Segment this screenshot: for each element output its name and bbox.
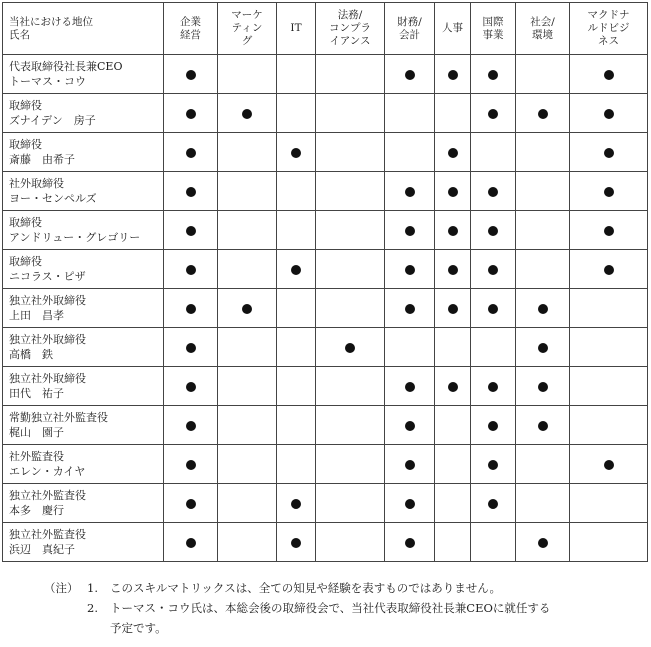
skill-dot-icon xyxy=(448,304,458,314)
skill-cell xyxy=(516,250,570,289)
skill-cell xyxy=(164,523,218,562)
skill-dot-icon xyxy=(538,343,548,353)
skill-dot-icon xyxy=(448,382,458,392)
skill-cell xyxy=(385,328,435,367)
skill-header-social-environment xyxy=(516,3,570,55)
skill-dot-icon xyxy=(488,499,498,509)
person-position: 独立社外監査役 xyxy=(9,528,86,541)
skill-dot-icon xyxy=(186,109,196,119)
skill-dot-icon xyxy=(448,148,458,158)
skill-dot-icon xyxy=(405,70,415,80)
skill-cell xyxy=(164,484,218,523)
skill-dot-icon xyxy=(604,265,614,275)
person-position: 常勤独立社外監査役 xyxy=(9,411,108,424)
person-name: ニコラス・ピザ xyxy=(9,270,86,283)
skill-dot-icon xyxy=(186,382,196,392)
skill-dot-icon xyxy=(291,538,301,548)
skill-cell xyxy=(316,250,385,289)
skill-dot-icon xyxy=(405,226,415,236)
skill-cell xyxy=(277,211,316,250)
person-name: 本多 慶行 xyxy=(9,504,64,517)
skill-header-legal-compliance xyxy=(316,3,385,55)
skill-dot-icon xyxy=(405,382,415,392)
skill-dot-icon xyxy=(604,148,614,158)
skill-cell xyxy=(218,484,277,523)
skill-cell xyxy=(516,367,570,406)
skill-cell xyxy=(218,250,277,289)
skill-cell xyxy=(316,289,385,328)
skill-dot-icon xyxy=(291,499,301,509)
note-item xyxy=(0,578,651,598)
skill-cell xyxy=(516,328,570,367)
skill-cell xyxy=(570,55,648,94)
skill-cell xyxy=(471,172,516,211)
skill-cell xyxy=(471,406,516,445)
person-position: 独立社外取締役 xyxy=(9,372,86,385)
table-row xyxy=(3,289,648,328)
skill-header-finance-accounting xyxy=(385,3,435,55)
skill-dot-icon xyxy=(186,538,196,548)
skill-cell xyxy=(316,55,385,94)
skill-dot-icon xyxy=(405,460,415,470)
person-position: 取締役 xyxy=(9,99,42,112)
skill-header-line: 法務/ xyxy=(337,9,363,21)
skill-cell xyxy=(316,211,385,250)
matrix-body xyxy=(3,55,648,562)
skill-cell xyxy=(435,484,471,523)
skill-cell xyxy=(570,133,648,172)
person-position: 独立社外取締役 xyxy=(9,333,86,346)
table-row xyxy=(3,250,648,289)
skill-cell xyxy=(570,484,648,523)
table-row xyxy=(3,367,648,406)
person-cell xyxy=(3,172,164,211)
skill-cell xyxy=(385,367,435,406)
skill-cell xyxy=(516,172,570,211)
skill-dot-icon xyxy=(186,304,196,314)
skill-cell xyxy=(471,211,516,250)
name-header-label: 氏名 xyxy=(9,28,30,41)
skill-dot-icon xyxy=(186,460,196,470)
skill-dot-icon xyxy=(488,460,498,470)
skill-header-line: ティン xyxy=(231,22,263,34)
skill-cell xyxy=(435,289,471,328)
skill-cell xyxy=(516,94,570,133)
skill-header-line: 事業 xyxy=(482,28,504,41)
skill-header-line: 社会/ xyxy=(530,15,555,28)
skill-cell xyxy=(516,445,570,484)
note-text: このスキルマトリックスは、全ての知見や経験を表すものではありません。 xyxy=(110,581,501,595)
skill-dot-icon xyxy=(448,187,458,197)
skill-cell xyxy=(164,55,218,94)
skill-dot-icon xyxy=(448,70,458,80)
skill-cell xyxy=(385,211,435,250)
person-position: 取締役 xyxy=(9,138,42,151)
skill-header-line: マクドナ xyxy=(587,9,630,21)
note-item-continuation xyxy=(0,618,651,638)
skill-dot-icon xyxy=(488,226,498,236)
table-row xyxy=(3,484,648,523)
skill-header-line: 財務/ xyxy=(397,15,422,28)
skill-cell xyxy=(316,523,385,562)
skill-cell xyxy=(164,172,218,211)
skill-dot-icon xyxy=(538,304,548,314)
skill-dot-icon xyxy=(604,187,614,197)
skill-cell xyxy=(516,211,570,250)
skill-cell xyxy=(471,328,516,367)
skill-dot-icon xyxy=(405,187,415,197)
skill-cell xyxy=(218,172,277,211)
person-name: アンドリュー・グレゴリー xyxy=(9,231,141,244)
skill-dot-icon xyxy=(405,538,415,548)
skill-cell xyxy=(277,94,316,133)
skill-dot-icon xyxy=(488,304,498,314)
skill-cell xyxy=(385,94,435,133)
skill-cell xyxy=(385,55,435,94)
skill-cell xyxy=(471,289,516,328)
skill-dot-icon xyxy=(186,70,196,80)
skill-header-line: 国際 xyxy=(482,15,504,28)
table-row xyxy=(3,523,648,562)
person-name: 上田 昌孝 xyxy=(9,309,64,322)
table-row xyxy=(3,406,648,445)
note-number: 1. xyxy=(87,581,98,595)
skill-dot-icon xyxy=(345,343,355,353)
skill-dot-icon xyxy=(488,109,498,119)
person-position: 代表取締役社長兼CEO xyxy=(9,60,123,73)
person-name: 浜辺 真紀子 xyxy=(9,543,75,556)
skill-dot-icon xyxy=(186,265,196,275)
skill-cell xyxy=(277,172,316,211)
skill-header-line: 会計 xyxy=(399,28,420,41)
skill-cell xyxy=(435,367,471,406)
skill-cell xyxy=(570,172,648,211)
skill-header-line: IT xyxy=(290,22,302,34)
skill-cell xyxy=(471,55,516,94)
skill-cell xyxy=(277,367,316,406)
skill-cell xyxy=(218,523,277,562)
skill-header-mcdonalds-business xyxy=(570,3,648,55)
person-cell xyxy=(3,406,164,445)
skill-header-marketing xyxy=(218,3,277,55)
skill-cell xyxy=(385,406,435,445)
skill-cell xyxy=(385,484,435,523)
position-header-label: 当社における地位 xyxy=(9,15,93,28)
person-position: 取締役 xyxy=(9,216,42,229)
person-cell xyxy=(3,484,164,523)
skill-cell xyxy=(218,55,277,94)
skill-header-it xyxy=(277,3,316,55)
skill-cell xyxy=(164,445,218,484)
person-name: 高橋 鉄 xyxy=(9,348,53,361)
table-row xyxy=(3,94,648,133)
note-number: 2. xyxy=(87,601,98,615)
skill-cell xyxy=(570,406,648,445)
skill-cell xyxy=(516,289,570,328)
header-row xyxy=(3,3,648,55)
skill-cell xyxy=(164,94,218,133)
skill-cell xyxy=(471,445,516,484)
skill-cell xyxy=(218,289,277,328)
skill-cell xyxy=(471,367,516,406)
skill-cell xyxy=(218,367,277,406)
person-position: 社外監査役 xyxy=(9,450,64,463)
skill-header-line: コンプラ xyxy=(329,22,371,34)
skill-cell xyxy=(570,367,648,406)
skill-dot-icon xyxy=(186,187,196,197)
skill-header-line: グ xyxy=(241,35,253,47)
skill-cell xyxy=(164,133,218,172)
skill-cell xyxy=(471,250,516,289)
person-position: 独立社外取締役 xyxy=(9,294,86,307)
skill-cell xyxy=(435,94,471,133)
skill-cell xyxy=(471,133,516,172)
table-row xyxy=(3,55,648,94)
skill-cell xyxy=(435,250,471,289)
skill-cell xyxy=(516,133,570,172)
skill-cell xyxy=(218,211,277,250)
skill-dot-icon xyxy=(405,499,415,509)
table-row xyxy=(3,172,648,211)
skill-dot-icon xyxy=(538,382,548,392)
person-position: 独立社外監査役 xyxy=(9,489,86,502)
skill-cell xyxy=(516,484,570,523)
skill-header-line: 環境 xyxy=(532,28,553,41)
table-row xyxy=(3,445,648,484)
skill-cell xyxy=(570,94,648,133)
skill-cell xyxy=(385,289,435,328)
skill-cell xyxy=(316,133,385,172)
skill-cell xyxy=(435,211,471,250)
skill-header-line: マーケ xyxy=(231,9,263,21)
skill-cell xyxy=(164,367,218,406)
skill-cell xyxy=(471,484,516,523)
skill-cell xyxy=(435,172,471,211)
skill-dot-icon xyxy=(186,499,196,509)
skill-cell xyxy=(435,523,471,562)
skill-cell xyxy=(385,523,435,562)
skill-dot-icon xyxy=(291,265,301,275)
person-name: トーマス・コウ xyxy=(9,75,86,88)
skill-dot-icon xyxy=(405,421,415,431)
skill-cell xyxy=(316,172,385,211)
skill-header-line: 人事 xyxy=(442,22,463,34)
skill-dot-icon xyxy=(488,265,498,275)
skill-cell xyxy=(164,406,218,445)
person-cell xyxy=(3,289,164,328)
skill-dot-icon xyxy=(291,148,301,158)
skill-header-line: ネス xyxy=(598,35,619,47)
skill-header-line: 経営 xyxy=(180,28,201,41)
person-cell xyxy=(3,445,164,484)
skill-dot-icon xyxy=(186,421,196,431)
skill-header-line: 企業 xyxy=(180,15,201,28)
skill-dot-icon xyxy=(488,187,498,197)
note-text: トーマス・コウ氏は、本総会後の取締役会で、当社代表取締役社長兼CEOに就任する xyxy=(110,601,551,615)
person-position: 取締役 xyxy=(9,255,42,268)
skill-dot-icon xyxy=(488,382,498,392)
skill-cell xyxy=(277,250,316,289)
person-cell xyxy=(3,211,164,250)
skill-dot-icon xyxy=(186,226,196,236)
skill-dot-icon xyxy=(604,109,614,119)
skill-cell xyxy=(316,367,385,406)
skill-cell xyxy=(277,484,316,523)
person-name: ズナイデン 房子 xyxy=(9,114,96,127)
note-text: 予定です。 xyxy=(110,621,167,635)
person-name: 田代 祐子 xyxy=(9,387,64,400)
skill-dot-icon xyxy=(538,109,548,119)
skill-cell xyxy=(164,211,218,250)
skill-header-hr xyxy=(435,3,471,55)
person-name: 梶山 園子 xyxy=(9,426,64,439)
table-row xyxy=(3,211,648,250)
skill-cell xyxy=(218,445,277,484)
skill-cell xyxy=(516,406,570,445)
name-column-header xyxy=(3,3,164,55)
skill-cell xyxy=(570,523,648,562)
skill-cell xyxy=(570,250,648,289)
skill-dot-icon xyxy=(604,460,614,470)
skill-dot-icon xyxy=(186,343,196,353)
skill-cell xyxy=(435,445,471,484)
person-cell xyxy=(3,328,164,367)
skill-cell xyxy=(385,172,435,211)
skill-cell xyxy=(316,445,385,484)
skill-cell xyxy=(218,328,277,367)
skill-header-line: イアンス xyxy=(329,35,371,47)
skill-cell xyxy=(277,55,316,94)
skill-matrix-table xyxy=(2,2,648,562)
table-row xyxy=(3,328,648,367)
person-cell xyxy=(3,55,164,94)
person-name: 斎藤 由希子 xyxy=(9,153,75,166)
notes-label: （注） xyxy=(44,581,79,595)
skill-cell xyxy=(218,133,277,172)
skill-cell xyxy=(218,94,277,133)
skill-cell xyxy=(164,289,218,328)
skill-cell xyxy=(385,250,435,289)
person-position: 社外取締役 xyxy=(9,177,64,190)
skill-cell xyxy=(570,289,648,328)
person-cell xyxy=(3,133,164,172)
skill-cell xyxy=(471,523,516,562)
skill-cell xyxy=(471,94,516,133)
notes-section xyxy=(0,578,651,638)
skill-cell xyxy=(316,406,385,445)
note-item xyxy=(0,598,651,618)
skill-cell xyxy=(385,445,435,484)
skill-cell xyxy=(516,55,570,94)
skill-dot-icon xyxy=(538,421,548,431)
table-row xyxy=(3,133,648,172)
skill-cell xyxy=(164,250,218,289)
skill-cell xyxy=(570,328,648,367)
skill-cell xyxy=(385,133,435,172)
skill-cell xyxy=(277,523,316,562)
person-name: エレン・カイヤ xyxy=(9,465,86,478)
skill-dot-icon xyxy=(242,304,252,314)
skill-cell xyxy=(570,211,648,250)
skill-cell xyxy=(277,406,316,445)
skill-dot-icon xyxy=(242,109,252,119)
skill-dot-icon xyxy=(186,148,196,158)
skill-cell xyxy=(277,289,316,328)
skill-cell xyxy=(277,445,316,484)
person-name: ヨー・センペルズ xyxy=(9,192,97,205)
skill-dot-icon xyxy=(538,538,548,548)
person-cell xyxy=(3,367,164,406)
skill-dot-icon xyxy=(488,421,498,431)
skill-cell xyxy=(316,94,385,133)
person-cell xyxy=(3,94,164,133)
person-cell xyxy=(3,523,164,562)
skill-header-line: ルドビジ xyxy=(587,22,630,34)
skill-cell xyxy=(435,55,471,94)
skill-dot-icon xyxy=(405,265,415,275)
skill-dot-icon xyxy=(448,226,458,236)
skill-cell xyxy=(277,133,316,172)
skill-dot-icon xyxy=(604,226,614,236)
skill-header-international xyxy=(471,3,516,55)
skill-cell xyxy=(316,484,385,523)
skill-dot-icon xyxy=(405,304,415,314)
skill-cell xyxy=(277,328,316,367)
skill-cell xyxy=(435,328,471,367)
skill-cell xyxy=(218,406,277,445)
skill-cell xyxy=(164,328,218,367)
skill-cell xyxy=(570,445,648,484)
skill-cell xyxy=(316,328,385,367)
person-cell xyxy=(3,250,164,289)
skill-header-management xyxy=(164,3,218,55)
skill-dot-icon xyxy=(448,265,458,275)
skill-dot-icon xyxy=(604,70,614,80)
skill-cell xyxy=(435,406,471,445)
skill-dot-icon xyxy=(488,70,498,80)
skill-cell xyxy=(435,133,471,172)
skill-cell xyxy=(516,523,570,562)
